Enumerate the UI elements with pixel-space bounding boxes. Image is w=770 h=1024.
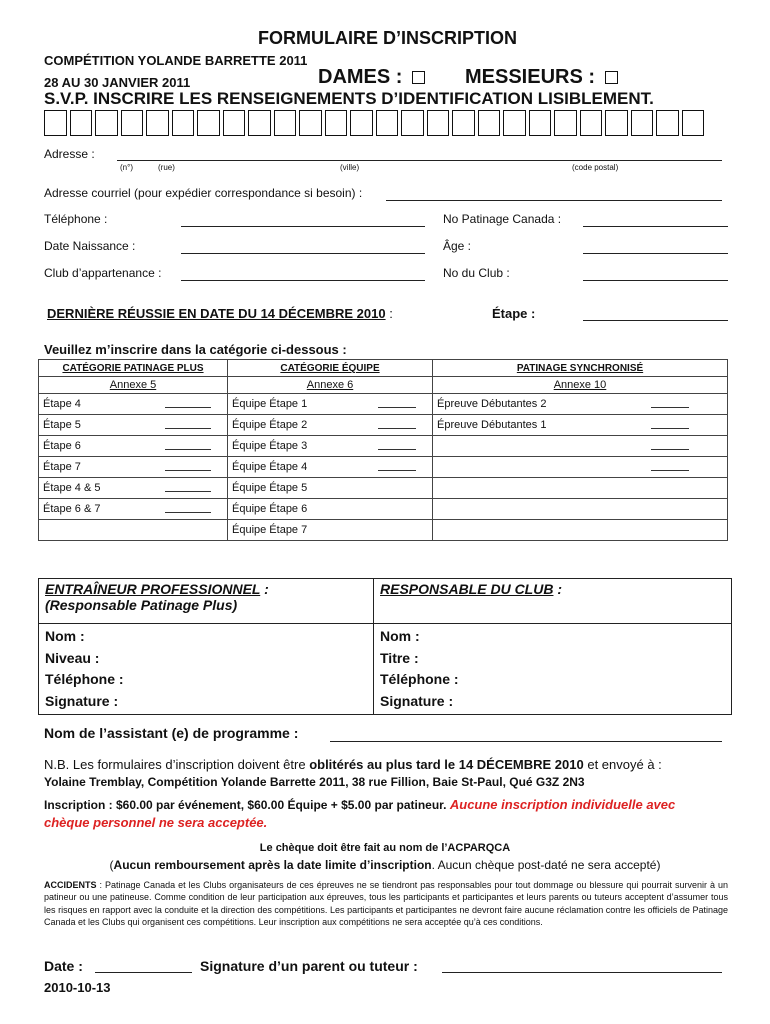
entry-blank[interactable] xyxy=(165,428,211,429)
synchro-cell xyxy=(433,415,728,436)
competition-dates: 28 AU 30 JANVIER 2011 xyxy=(44,75,191,90)
messieurs-label: MESSIEURS : xyxy=(465,66,596,88)
plus-cell-label: Étape 6 & 7 xyxy=(43,503,101,515)
entry-blank[interactable] xyxy=(651,449,689,450)
entry-blank[interactable] xyxy=(165,407,211,408)
equipe-cell xyxy=(228,520,433,541)
entry-blank[interactable] xyxy=(165,449,211,450)
nb-part1: N.B. Les formulaires d’inscription doivent être xyxy=(44,757,310,772)
id-letter-box[interactable] xyxy=(529,110,552,136)
equipe-cell-label: Équipe Étape 1 xyxy=(232,398,308,410)
col-equipe: CATÉGORIE ÉQUIPE xyxy=(228,360,433,377)
phone-line[interactable] xyxy=(181,226,425,227)
age-label: Âge : xyxy=(443,239,472,253)
id-letter-box[interactable] xyxy=(605,110,628,136)
email-label: Adresse courriel (pour expédier correspondance si besoin) : xyxy=(44,186,363,200)
coach-nom: Nom : xyxy=(45,628,85,644)
no-club-label: No du Club : xyxy=(443,266,510,280)
date-line[interactable] xyxy=(95,972,192,973)
id-letter-box[interactable] xyxy=(452,110,475,136)
club-label: Club d’appartenance : xyxy=(44,266,162,280)
form-title: FORMULAIRE D’INSCRIPTION xyxy=(258,28,517,48)
id-letter-box[interactable] xyxy=(682,110,705,136)
entry-blank[interactable] xyxy=(378,428,416,429)
equipe-cell-label: Équipe Étape 3 xyxy=(232,440,308,452)
club-line[interactable] xyxy=(181,280,425,281)
derniere-label: DERNIÈRE RÉUSSIE EN DATE DU 14 DÉCEMBRE 2010 xyxy=(47,306,386,321)
derniere-colon: : xyxy=(389,306,393,321)
id-letter-box[interactable] xyxy=(299,110,322,136)
plus-cell xyxy=(39,520,228,541)
entry-blank[interactable] xyxy=(165,491,211,492)
category-row xyxy=(39,520,728,541)
equipe-cell-label: Équipe Étape 6 xyxy=(232,503,308,515)
coach-niveau: Niveau : xyxy=(45,649,100,666)
plus-cell-label: Étape 7 xyxy=(43,461,81,473)
equipe-cell xyxy=(228,457,433,478)
entry-blank[interactable] xyxy=(378,407,416,408)
synchro-cell xyxy=(433,394,728,415)
id-letter-box[interactable] xyxy=(121,110,144,136)
accidents-text: : Patinage Canada et les Clubs organisateurs de ces épreuves ne se tiendront pas responsables pour tout dommage ou blessure qui pourrait survenir à un patineur ou une patineuse. Comme condition de leur participation aux épreuves, tous les participants et participantes et leurs parents ou tuteurs acceptent d’assumer tous les risques en rapport avec la conduite et la direction des compétitions. Les participants et participantes ne devront faire aucune réclamation contre les officiels de Patinage Canada et les Clubs qui organisent ces compétitions. Leur inscription aux compétitions ne sera acceptée qu’à ces conditions. xyxy=(44,880,728,928)
synchro-cell xyxy=(433,520,728,541)
annexe-10: Annexe 10 xyxy=(433,377,728,394)
nb-text xyxy=(44,757,662,772)
etape-line[interactable] xyxy=(583,320,728,321)
club-resp-colon: : xyxy=(553,581,563,597)
birth-line[interactable] xyxy=(181,253,425,254)
address-rue-caption: (rue) xyxy=(158,163,175,172)
equipe-cell xyxy=(228,478,433,499)
date-label: Date : xyxy=(44,958,83,974)
synchro-cell xyxy=(433,436,728,457)
coach-table xyxy=(38,578,732,715)
club-resp-signature: Signature : xyxy=(380,692,454,709)
parent-signature-label: Signature d’un parent ou tuteur : xyxy=(200,958,418,974)
synchro-cell-label: Épreuve Débutantes 1 xyxy=(437,419,547,431)
address-ville-caption: (ville) xyxy=(340,163,360,172)
coach-header xyxy=(39,579,374,624)
dames-label: DAMES : xyxy=(318,66,403,88)
no-patinage-line[interactable] xyxy=(583,226,728,227)
category-row xyxy=(39,499,728,520)
id-letter-box[interactable] xyxy=(274,110,297,136)
entry-blank[interactable] xyxy=(651,470,689,471)
entry-blank[interactable] xyxy=(651,407,689,408)
refund-rest: . Aucun chèque post-daté ne sera accepté) xyxy=(431,858,661,872)
id-letter-box[interactable] xyxy=(478,110,501,136)
id-letter-box[interactable] xyxy=(631,110,654,136)
id-letter-box[interactable] xyxy=(146,110,169,136)
address-no-caption: (n°) xyxy=(120,163,133,172)
category-row xyxy=(39,457,728,478)
id-letter-box[interactable] xyxy=(44,110,67,136)
id-letter-box[interactable] xyxy=(325,110,348,136)
equipe-cell-label: Équipe Étape 2 xyxy=(232,419,308,431)
annexe-5: Annexe 5 xyxy=(39,377,228,394)
refund-open: ( xyxy=(109,858,114,872)
plus-cell-label: Étape 6 xyxy=(43,440,81,452)
club-resp-telephone: Téléphone : xyxy=(380,671,459,687)
entry-blank[interactable] xyxy=(378,449,416,450)
coach-title: ENTRAÎNEUR PROFESSIONNEL xyxy=(45,581,261,597)
no-club-line[interactable] xyxy=(583,280,728,281)
address-code-caption: (code postal) xyxy=(572,163,619,172)
entry-blank[interactable] xyxy=(378,470,416,471)
equipe-cell-label: Équipe Étape 5 xyxy=(232,482,308,494)
messieurs-checkbox[interactable] xyxy=(605,71,618,84)
form-date: 2010-10-13 xyxy=(44,980,111,995)
messieurs-option xyxy=(465,66,618,89)
equipe-cell xyxy=(228,499,433,520)
parent-signature-line[interactable] xyxy=(442,972,722,973)
id-letter-box[interactable] xyxy=(427,110,450,136)
fees-text: Inscription : $60.00 par événement, $60.00 Équipe + $5.00 par patineur. xyxy=(44,798,447,812)
synchro-cell xyxy=(433,457,728,478)
club-resp-header xyxy=(374,579,732,624)
fees-block xyxy=(44,796,734,832)
entry-blank[interactable] xyxy=(651,428,689,429)
category-row xyxy=(39,394,728,415)
fees-warning-1: Aucune inscription individuelle avec xyxy=(449,797,676,812)
id-letter-box[interactable] xyxy=(350,110,373,136)
plus-cell xyxy=(39,436,228,457)
coach-fields[interactable] xyxy=(39,624,374,715)
plus-cell-label: Étape 4 xyxy=(43,398,81,410)
equipe-cell-label: Équipe Étape 4 xyxy=(232,461,308,473)
id-letter-box[interactable] xyxy=(401,110,424,136)
dames-option xyxy=(318,66,425,89)
plus-cell-label: Étape 5 xyxy=(43,419,81,431)
id-letter-box[interactable] xyxy=(172,110,195,136)
synchro-cell-label: Épreuve Débutantes 2 xyxy=(437,398,547,410)
id-letter-box[interactable] xyxy=(248,110,271,136)
age-line[interactable] xyxy=(583,253,728,254)
equipe-cell xyxy=(228,394,433,415)
nb-deadline: oblitérés au plus tard le 14 DÉCEMBRE 2010 xyxy=(309,757,584,772)
mail-address: Yolaine Tremblay, Compétition Yolande Barrette 2011, 38 rue Fillion, Baie St-Paul, Qué G3Z 2N3 xyxy=(44,775,585,789)
no-patinage-label: No Patinage Canada : xyxy=(443,212,562,226)
club-resp-fields[interactable] xyxy=(374,624,732,715)
plus-cell xyxy=(39,478,228,499)
plus-cell xyxy=(39,499,228,520)
etape-label: Étape : xyxy=(492,306,536,321)
accidents-paragraph xyxy=(44,879,728,929)
accidents-label: ACCIDENTS xyxy=(44,880,97,890)
club-resp-titre: Titre : xyxy=(380,649,419,666)
id-letter-box[interactable] xyxy=(554,110,577,136)
id-letter-box[interactable] xyxy=(376,110,399,136)
address-label: Adresse : xyxy=(44,147,95,161)
category-row xyxy=(39,436,728,457)
fees-warning-2: chèque personnel ne sera acceptée. xyxy=(44,815,268,830)
equipe-cell-label: Équipe Étape 7 xyxy=(232,524,308,536)
coach-signature: Signature : xyxy=(45,692,119,709)
entry-blank[interactable] xyxy=(165,470,211,471)
synchro-cell xyxy=(433,478,728,499)
birth-label: Date Naissance : xyxy=(44,239,136,253)
equipe-cell xyxy=(228,436,433,457)
col-synchro: PATINAGE SYNCHRONISÉ xyxy=(433,360,728,377)
email-line[interactable] xyxy=(386,200,722,201)
id-letter-box[interactable] xyxy=(656,110,679,136)
refund-note xyxy=(0,858,770,872)
nb-part3: et envoyé à : xyxy=(583,757,662,772)
assistant-line[interactable] xyxy=(330,741,722,742)
annexe-6: Annexe 6 xyxy=(228,377,433,394)
coach-telephone: Téléphone : xyxy=(45,671,124,687)
category-table xyxy=(38,359,728,541)
cheque-line: Le chèque doit être fait au nom de l’ACPARQCA xyxy=(259,842,511,854)
plus-cell xyxy=(39,457,228,478)
plus-cell xyxy=(39,415,228,436)
synchro-cell xyxy=(433,499,728,520)
category-row xyxy=(39,415,728,436)
id-letter-box[interactable] xyxy=(580,110,603,136)
address-line[interactable] xyxy=(117,160,722,161)
club-resp-title: RESPONSABLE DU CLUB xyxy=(380,581,554,597)
competition-name: COMPÉTITION YOLANDE BARRETTE 2011 xyxy=(44,53,308,68)
id-letter-box[interactable] xyxy=(503,110,526,136)
refund-bold: Aucun remboursement après la date limite d’inscription xyxy=(113,858,432,872)
plus-cell xyxy=(39,394,228,415)
id-letter-box[interactable] xyxy=(70,110,93,136)
dames-checkbox[interactable] xyxy=(412,71,425,84)
assistant-label: Nom de l’assistant (e) de programme : xyxy=(44,725,299,741)
plus-cell-label: Étape 4 & 5 xyxy=(43,482,101,494)
coach-subtitle: (Responsable Patinage Plus) xyxy=(45,597,238,613)
club-resp-nom: Nom : xyxy=(380,628,420,644)
category-row xyxy=(39,478,728,499)
equipe-cell xyxy=(228,415,433,436)
entry-blank[interactable] xyxy=(165,512,211,513)
id-letter-box[interactable] xyxy=(95,110,118,136)
instruction-text: S.V.P. INSCRIRE LES RENSEIGNEMENTS D’IDENTIFICATION LISIBLEMENT. xyxy=(44,89,654,108)
category-heading: Veuillez m’inscrire dans la catégorie ci-dessous : xyxy=(44,342,347,357)
coach-colon: : xyxy=(260,581,269,597)
phone-label: Téléphone : xyxy=(44,212,108,226)
derniere-reussie xyxy=(47,306,393,321)
col-patinage-plus: CATÉGORIE PATINAGE PLUS xyxy=(39,360,228,377)
id-letter-box[interactable] xyxy=(197,110,220,136)
id-letter-box[interactable] xyxy=(223,110,246,136)
